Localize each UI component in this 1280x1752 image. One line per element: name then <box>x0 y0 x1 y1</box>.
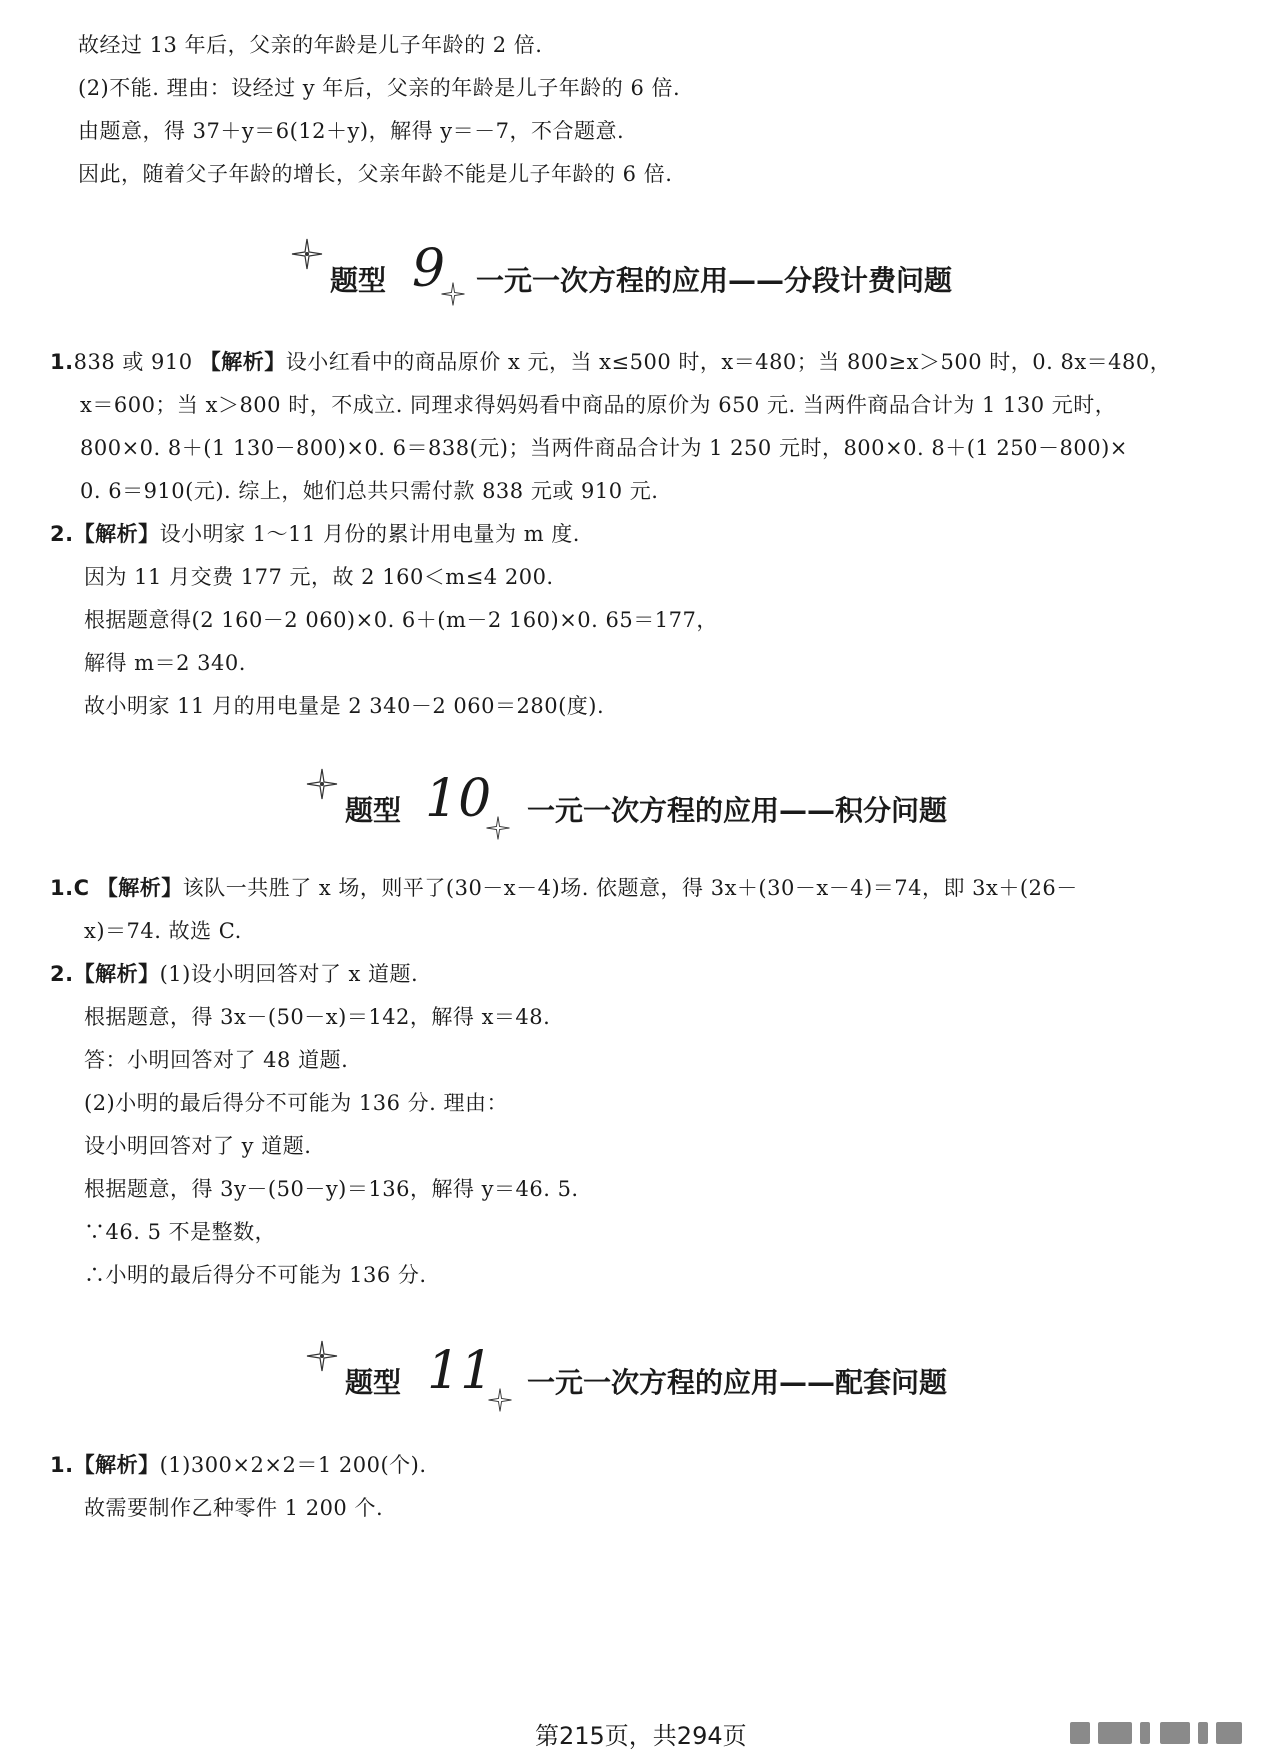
analysis-tag: 【解析】 <box>73 522 160 546</box>
sparkle-icon <box>485 815 511 841</box>
text-line: 因此，随着父子年龄的增长，父亲年龄不能是儿子年龄的 6 倍. <box>78 162 673 186</box>
section-heading-9 <box>250 239 1050 305</box>
analysis-tag: 【解析】 <box>73 1453 160 1477</box>
section-label: 题型 <box>330 264 387 297</box>
text-line: 0. 6＝910(元). 综上，她们总共只需付款 838 元或 910 元. <box>80 479 659 503</box>
analysis-tag: 【解析】 <box>199 350 286 374</box>
question-1-line <box>50 873 1078 903</box>
text-line: (2)小明的最后得分不可能为 136 分. 理由： <box>84 1091 509 1115</box>
analysis-text: 该队一共胜了 x 场，则平了(30－x－4)场. 依题意，得 3x＋(30－x－4)＝74，即 3x＋(26－ <box>182 876 1078 900</box>
text-line: 因为 11 月交费 177 元，故 2 160＜m≤4 200. <box>84 565 554 589</box>
question-number: 1. <box>50 1453 74 1477</box>
section-number: 9 <box>412 239 446 299</box>
question-number: 2. <box>50 522 74 546</box>
section-title: 一元一次方程的应用——配套问题 <box>527 1366 948 1399</box>
text-line: 答：小明回答对了 48 道题. <box>84 1048 349 1072</box>
question-1-line <box>50 347 1171 377</box>
text-line: 800×0. 8＋(1 130－800)×0. 6＝838(元)；当两件商品合计为 1 250 元时，800×0. 8＋(1 250－800)× <box>80 436 1128 460</box>
text-line: x)＝74. 故选 C. <box>84 919 242 943</box>
analysis-text: (1)设小明回答对了 x 道题. <box>159 962 419 986</box>
text-line: 解得 m＝2 340. <box>84 651 246 675</box>
watermark-bars <box>1070 1722 1250 1744</box>
analysis-tag: 【解析】 <box>96 876 183 900</box>
text-line: ∴小明的最后得分不可能为 136 分. <box>84 1263 427 1287</box>
analysis-text: 设小明家 1～11 月份的累计用电量为 m 度. <box>159 522 580 546</box>
section-label: 题型 <box>345 1366 402 1399</box>
analysis-tag: 【解析】 <box>73 962 160 986</box>
analysis-text: 设小红看中的商品原价 x 元，当 x≤500 时，x＝480；当 800≥x＞500 时，0. 8x＝480， <box>285 350 1172 374</box>
text-line: 根据题意，得 3y－(50－y)＝136，解得 y＝46. 5. <box>84 1177 579 1201</box>
section-title: 一元一次方程的应用——分段计费问题 <box>476 264 953 297</box>
section-title: 一元一次方程的应用——积分问题 <box>527 794 948 827</box>
sparkle-icon <box>305 1339 339 1373</box>
answer-text: 838 或 910 <box>73 350 193 374</box>
answer-text: C <box>73 876 90 900</box>
analysis-text: (1)300×2×2＝1 200(个). <box>159 1453 427 1477</box>
question-number: 2. <box>50 962 74 986</box>
question-number: 1. <box>50 876 74 900</box>
text-line: (2)不能. 理由：设经过 y 年后，父亲的年龄是儿子年龄的 6 倍. <box>78 76 681 100</box>
question-2-line <box>50 959 418 989</box>
text-line: 故小明家 11 月的用电量是 2 340－2 060＝280(度). <box>84 694 605 718</box>
sparkle-icon <box>290 237 324 271</box>
question-number: 1. <box>50 350 74 374</box>
text-line: 根据题意得(2 160－2 060)×0. 6＋(m－2 160)×0. 65＝177， <box>84 608 718 632</box>
question-1-line <box>50 1450 427 1480</box>
text-line: 由题意，得 37＋y＝6(12＋y)，解得 y＝－7，不合题意. <box>78 119 625 143</box>
question-2-line <box>50 519 580 549</box>
text-line: x＝600；当 x＞800 时，不成立. 同理求得妈妈看中商品的原价为 650 元. 当两件商品合计为 1 130 元时， <box>80 393 1117 417</box>
text-line: ∵46. 5 不是整数， <box>84 1220 277 1244</box>
section-heading-10 <box>265 769 1065 835</box>
section-label: 题型 <box>345 794 402 827</box>
section-heading-11 <box>265 1341 1065 1407</box>
section-number: 11 <box>427 1341 494 1401</box>
sparkle-icon <box>305 767 339 801</box>
sparkle-icon <box>487 1387 513 1413</box>
section-number: 10 <box>425 769 492 829</box>
text-line: 故需要制作乙种零件 1 200 个. <box>84 1496 384 1520</box>
text-line: 故经过 13 年后，父亲的年龄是儿子年龄的 2 倍. <box>78 33 543 57</box>
sparkle-icon <box>440 281 466 307</box>
text-line: 设小明回答对了 y 道题. <box>84 1134 312 1158</box>
text-line: 根据题意，得 3x－(50－x)＝142，解得 x＝48. <box>84 1005 551 1029</box>
page-footer: 第215页，共294页 <box>535 1722 747 1750</box>
